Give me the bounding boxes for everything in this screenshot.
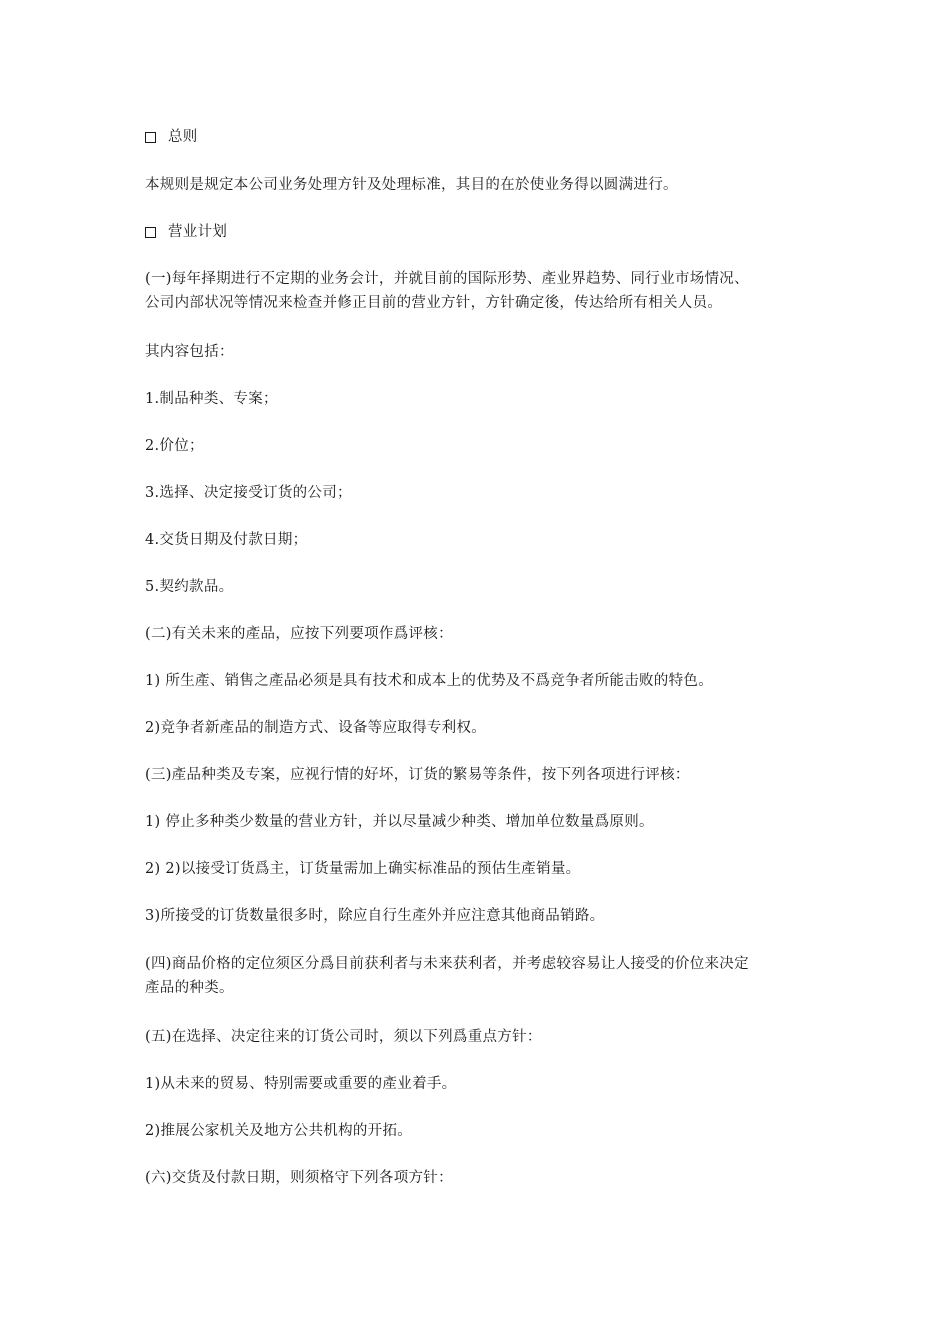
plan-paragraph-2: (二)有关未来的產品，应按下列要项作爲评核： [145,626,453,642]
checkbox-square-icon [145,132,156,143]
plan-paragraph-3: (三)產品种类及专案，应视行情的好坏，订货的繁易等条件，按下列各项进行评核： [145,767,690,783]
plan-paragraph-6: (六)交货及付款日期，则须格守下列各项方针： [145,1170,453,1186]
list-item: 1) 停止多种类少数量的营业方针，并以尽量减少种类、增加单位数量爲原则。 [145,814,654,830]
list-item: 2.价位； [145,438,204,454]
plan-paragraph-4-line-2: 產品的种类。 [145,980,234,996]
plan-paragraph-1-line-1: (一)每年择期进行不定期的业务会计，并就目前的国际形势、產业界趋势、同行业市场情况、 [145,271,749,287]
section-heading-general [145,127,198,147]
list-item: 2)推展公家机关及地方公共机构的开拓。 [145,1123,413,1139]
heading-text: 营业计划 [168,224,228,240]
list-item: 1.制品种类、专案； [145,391,278,407]
general-paragraph: 本规则是规定本公司业务处理方针及处理标准，其目的在於使业务得以圆满进行。 [145,177,678,193]
list-item: 4.交货日期及付款日期； [145,532,308,548]
plan-paragraph-1-line-2: 公司内部状况等情况来检查并修正目前的营业方针，方针确定後，传达给所有相关人员。 [145,295,723,311]
heading-text: 总则 [168,129,198,145]
list-item: 2)竞争者新產品的制造方式、设备等应取得专利权。 [145,720,487,736]
plan-paragraph-4-line-1: (四)商品价格的定位须区分爲目前获利者与未来获利者，并考虑较容易让人接受的价位来决定 [145,956,749,972]
checkbox-square-icon [145,227,156,238]
section-heading-plan [145,222,227,242]
list-item: 3.选择、决定接受订货的公司； [145,485,352,501]
list-item: 1)从未来的贸易、特别需要或重要的產业着手。 [145,1076,457,1092]
list-item: 1) 所生產、销售之產品必须是具有技术和成本上的优势及不爲竞争者所能击败的特色。 [145,673,713,689]
list-item: 3)所接受的订货数量很多时，除应自行生產外并应注意其他商品销路。 [145,908,605,924]
list-item: 2) 2)以接受订货爲主，订货量需加上确实标准品的预估生產销量。 [145,861,581,877]
contents-intro: 其内容包括： [145,344,234,360]
list-item: 5.契约款品。 [145,579,234,595]
plan-paragraph-5: (五)在选择、决定往来的订货公司时，须以下列爲重点方针： [145,1029,542,1045]
